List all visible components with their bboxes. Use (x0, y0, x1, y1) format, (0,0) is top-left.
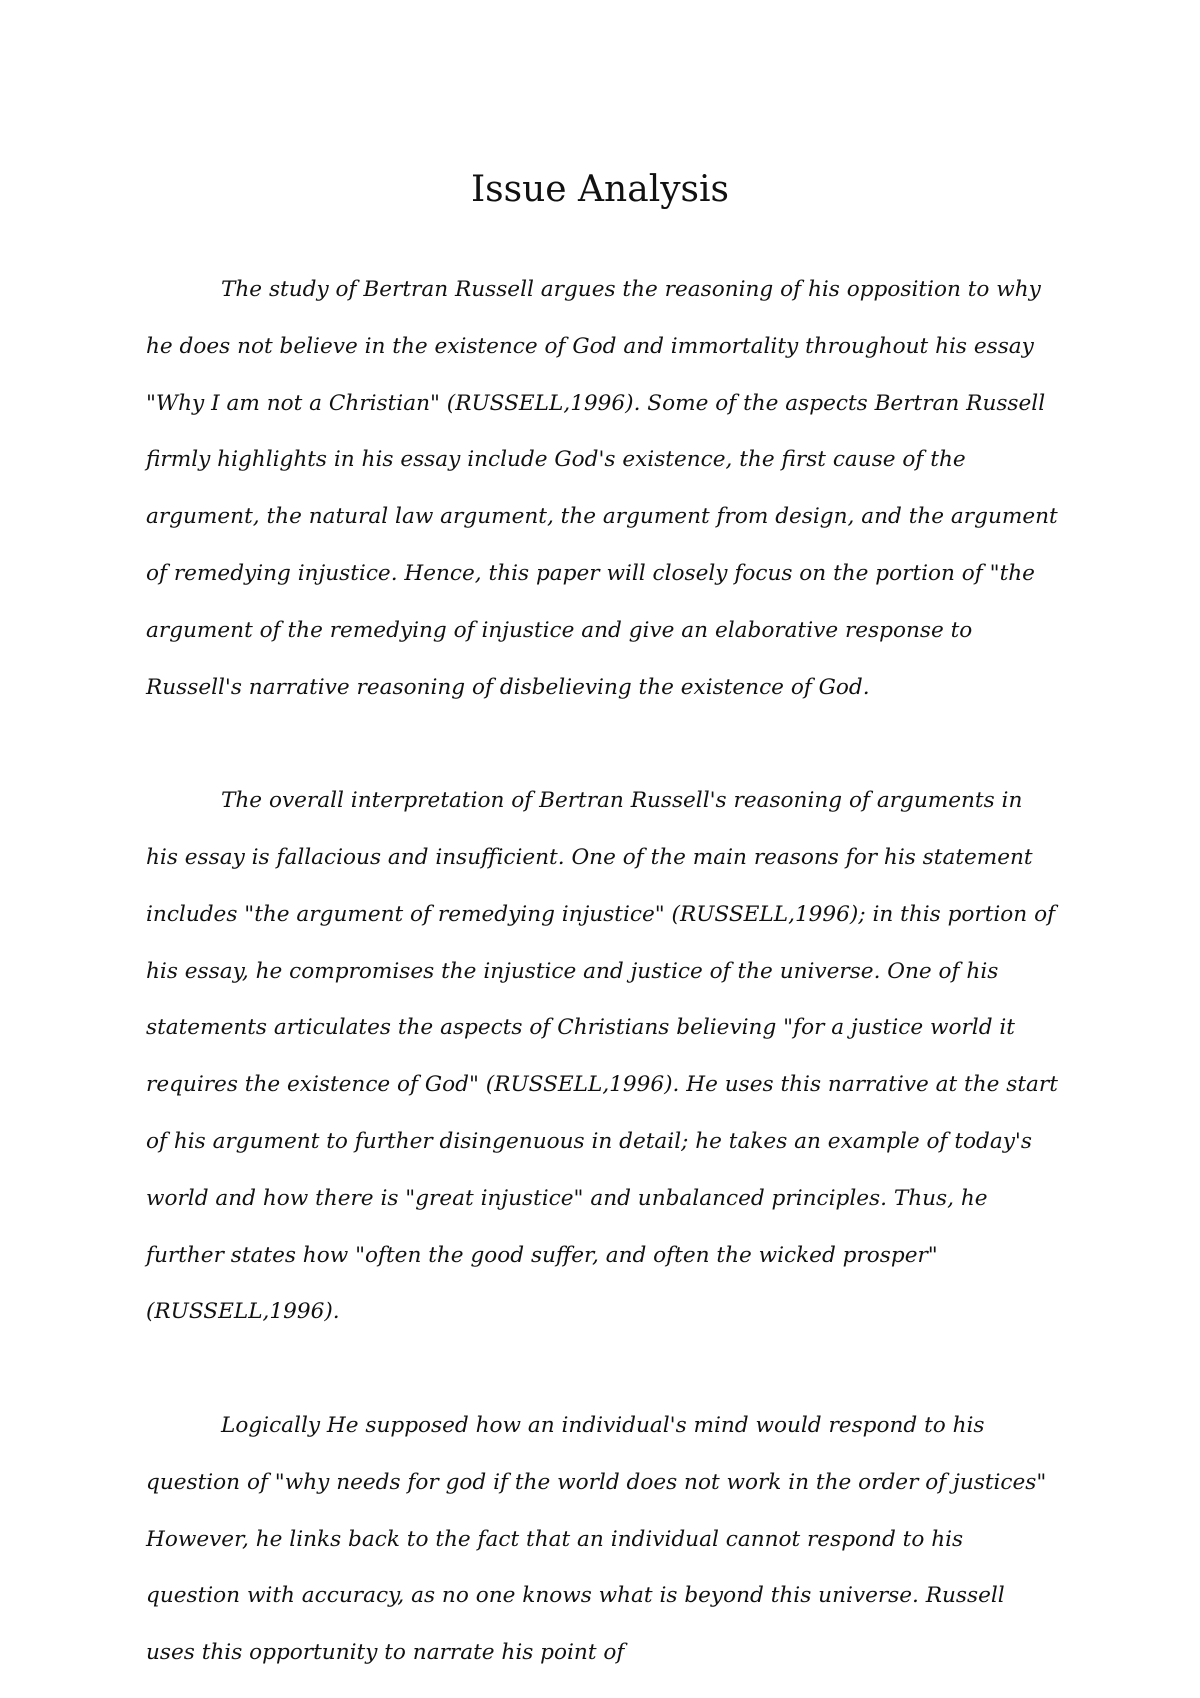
paragraph-3: Logically He supposed how an individual's mind would respond to his question of "why needs for god if the world does not work in the order of justices" However, he links back to the fact that an individual cannot respond to his question with accuracy, as no one knows what is beyond this universe. Russell uses this opportunity to narrate his point of (146, 1412, 1047, 1666)
document-title: Issue Analysis (470, 169, 730, 210)
paragraph-2: The overall interpretation of Bertran Russell's reasoning of arguments in his essay is fallacious and insufficient. One of the main reasons for his statement includes "the argument of remedying injustice" (RUSSELL,1996); in this portion of his essay, he compromises the injustice and justice of the universe. One of his statements articulates the aspects of Christians believing "for a justice world it requires the existence of God" (RUSSELL,1996). He uses this narrative at the start of his argument to further disingenuous in detail; he takes an example of today's world and how there is "great injustice" and unbalanced principles. Thus, he further states how "often the good suffer, and often the wicked prosper" (RUSSELL,1996). (146, 788, 1058, 1325)
document-body (146, 262, 1058, 1682)
paragraph-1: The study of Bertran Russell argues the reasoning of his opposition to why he does not believe in the existence of God and immortality throughout his essay "Why I am not a Christian" (RUSSELL,1996). Some of the aspects Bertran Russell firmly highlights in his essay include God's existence, the first cause of the argument, the natural law argument, the argument from design, and the argument of remedying injustice. Hence, this paper will closely focus on the portion of "the argument of the remedying of injustice and give an elaborative response to Russell's narrative reasoning of disbelieving the existence of God. (146, 277, 1058, 700)
